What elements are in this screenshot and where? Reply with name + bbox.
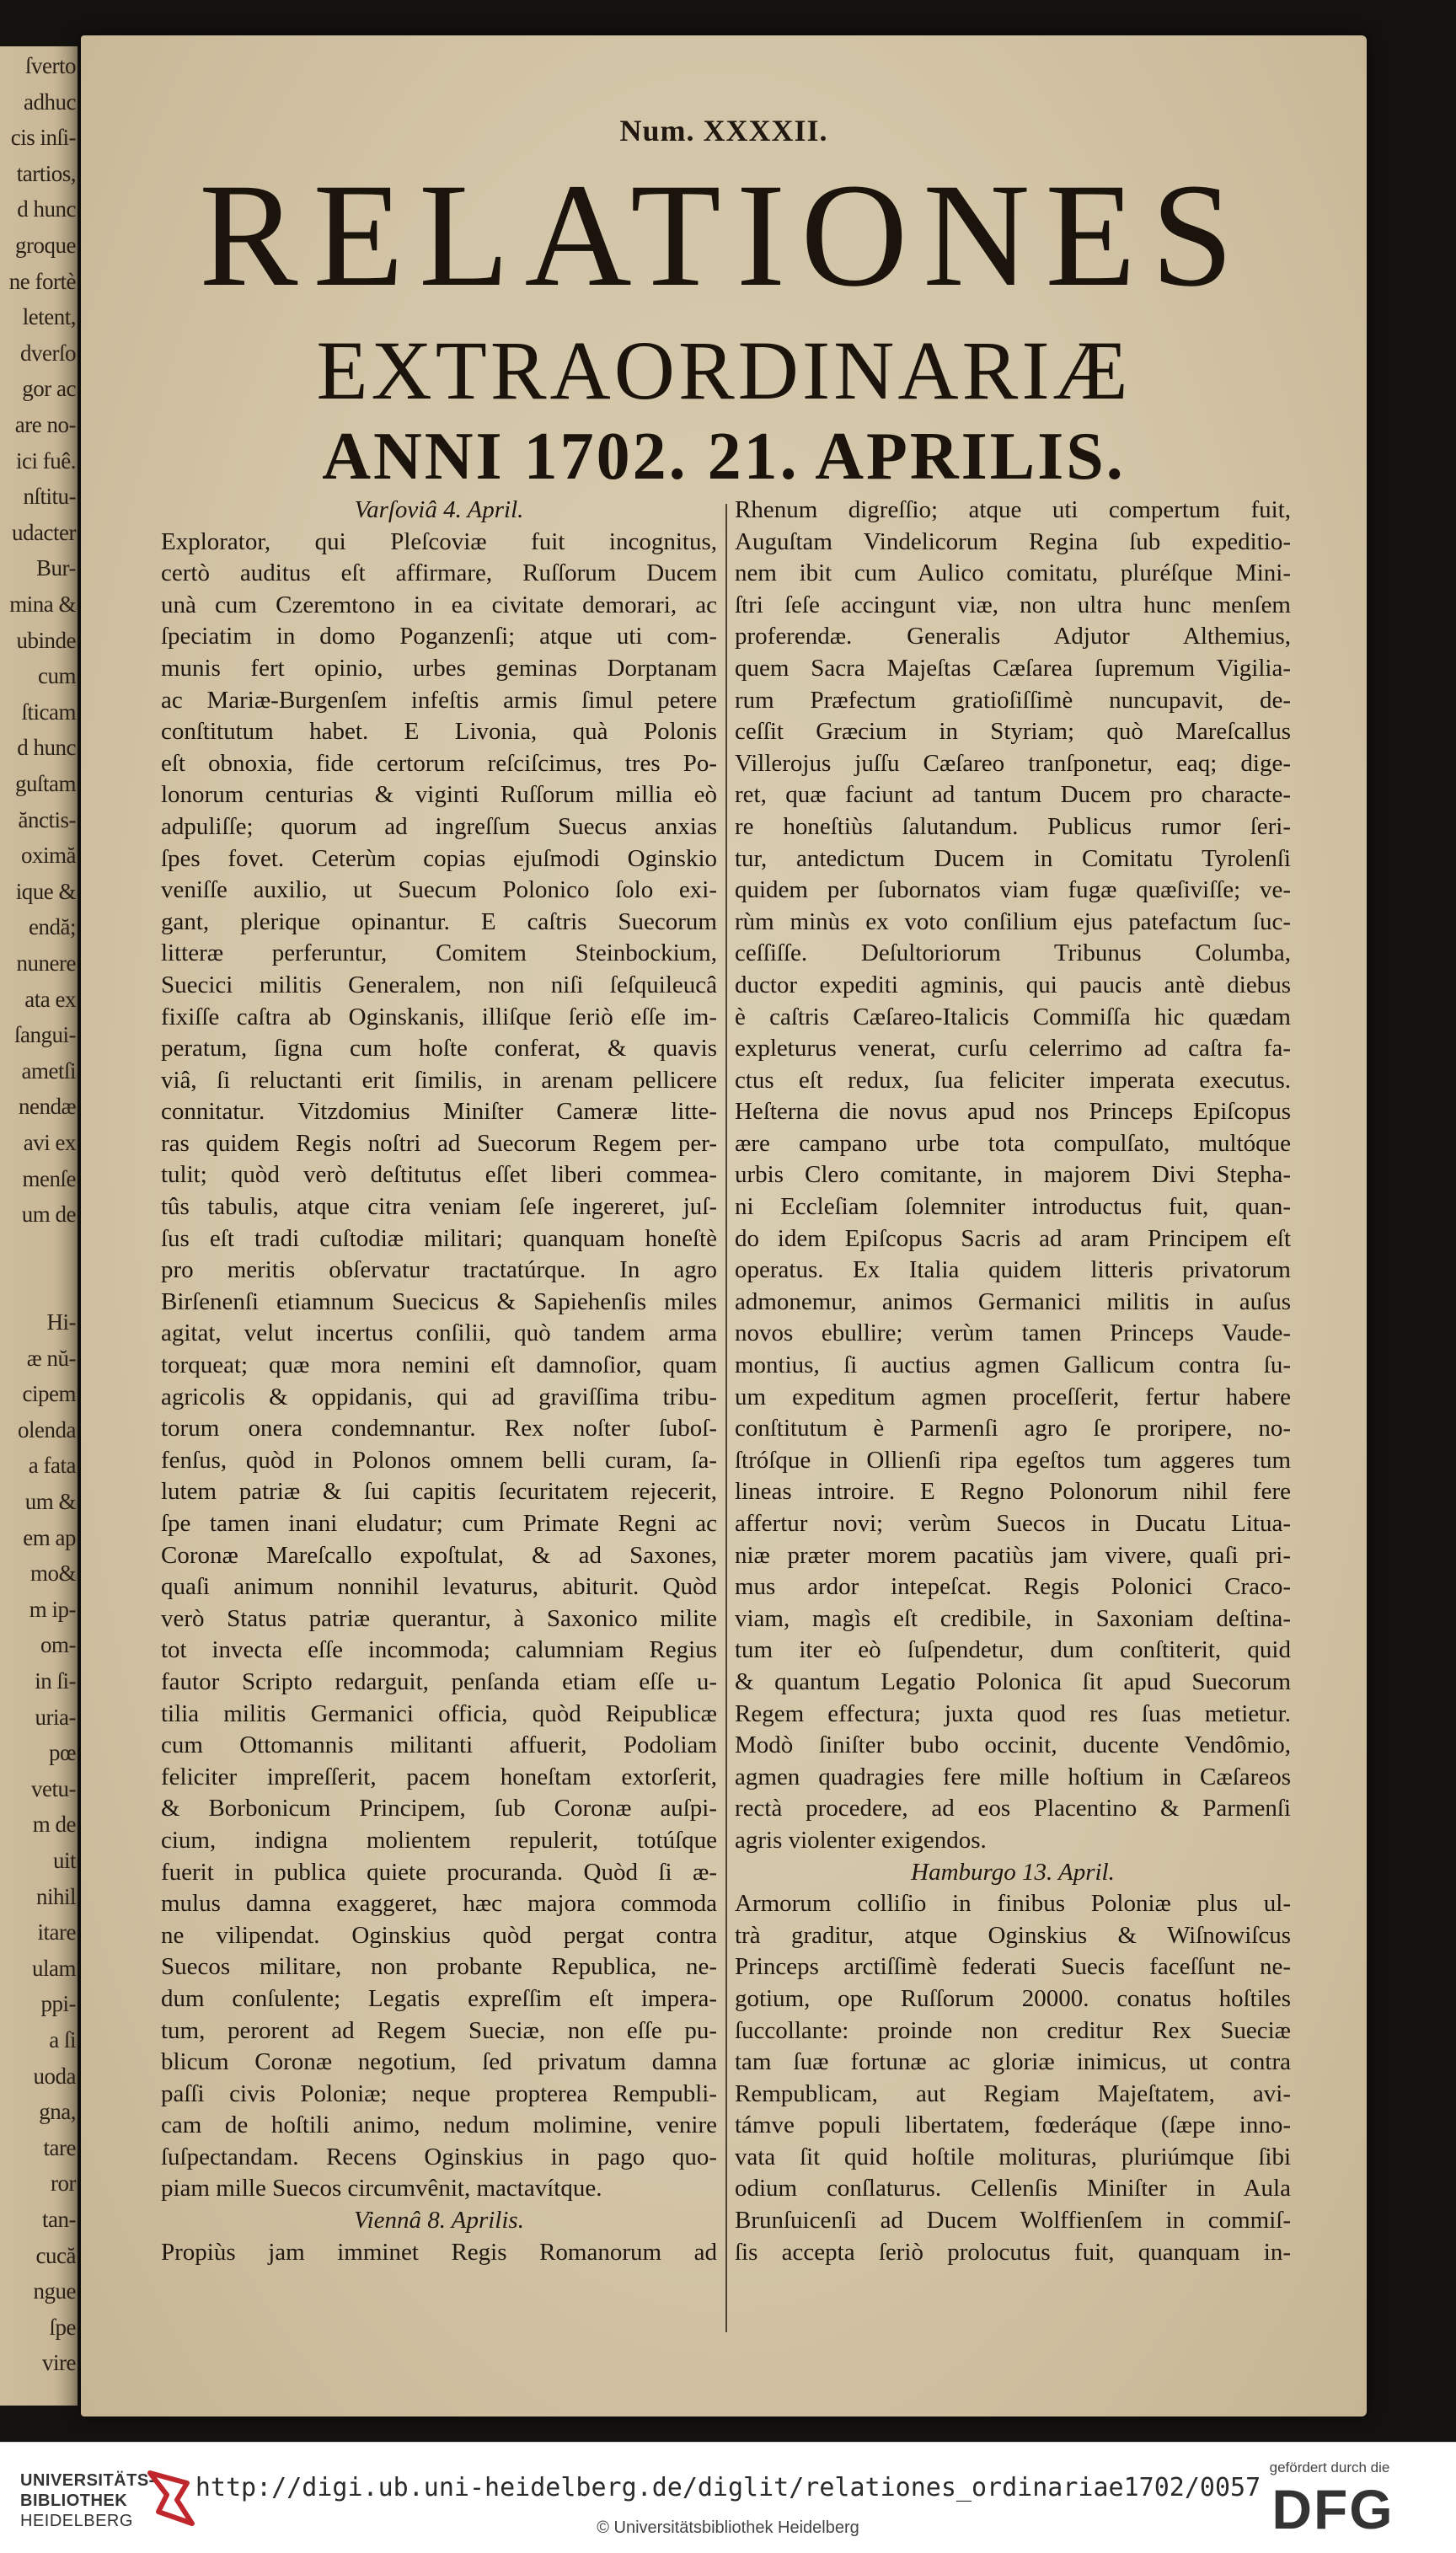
text-line: ductor expediti agminis, qui paucis antè diebus bbox=[735, 971, 1291, 998]
copyright-notice: © Universitätsbibliothek Heidelberg bbox=[597, 2518, 859, 2537]
text-line: ære campano urbe tota compulſato, multóque bbox=[735, 1129, 1291, 1157]
issue-number: Num. XXXXII. bbox=[619, 114, 828, 147]
text-line: agitat, velut incertus conſilii, quò tandem arma bbox=[161, 1319, 717, 1347]
text-line: Brunſuicenſi ad Ducem Wolffienſem in commiſ- bbox=[735, 2207, 1291, 2235]
text-line: expleturus venerat, curſu celerrimo ad caſtra fa- bbox=[735, 1035, 1291, 1062]
margin-fragment: cucă bbox=[35, 2242, 76, 2268]
margin-fragment: a ſi bbox=[49, 2027, 76, 2053]
text-line: è caſtris Cæſareo-Italicis Commiſſa hic quædam bbox=[735, 1003, 1291, 1030]
text-line: ret, quæ faciunt ad tantum Ducem pro characte- bbox=[735, 781, 1291, 809]
text-line: Coronæ Mareſcallo expoſtulat, & ad Saxones, bbox=[161, 1541, 717, 1569]
margin-fragment bbox=[2, 1273, 78, 1311]
previous-page-edge bbox=[0, 46, 78, 2406]
masthead-subtitle: EXTRAORDINARIÆ bbox=[316, 324, 1132, 417]
text-line: Villerojus juſſu Cæſareo tranſponetur, eaq; dige- bbox=[735, 749, 1291, 777]
text-line: Regem effectura; juxta quod res ſuas metietur. bbox=[735, 1699, 1291, 1727]
margin-fragment: a fata bbox=[28, 1453, 76, 1479]
text-line: urbis Clero comitante, in majorem Divi Stepha- bbox=[735, 1161, 1291, 1189]
margin-fragment: mo& bbox=[29, 1560, 76, 1587]
text-line: munis fert opinio, urbes geminas Dorptanam bbox=[161, 654, 717, 682]
text-line: tilia militis Germanici officia, quòd Reipublicæ bbox=[161, 1699, 717, 1727]
text-line: lineas introire. E Regno Polonorum nihil fere bbox=[735, 1478, 1291, 1506]
margin-fragment: olenda bbox=[18, 1416, 76, 1442]
text-line: tûs tabulis, atque citra veniam ſeſe ingereret, juſ- bbox=[161, 1193, 717, 1221]
margin-fragment: um de bbox=[21, 1202, 76, 1228]
margin-fragment: Hi- bbox=[46, 1309, 76, 1335]
text-line: Propiùs jam imminet Regis Romanorum ad bbox=[161, 2238, 717, 2266]
library-name-line1: UNIVERSITÄTS- bbox=[20, 2471, 155, 2490]
newspaper-page bbox=[81, 35, 1367, 2417]
margin-fragment: d hunc bbox=[17, 735, 76, 761]
text-line: ſuſpectandam. Recens Oginskius in pago quo- bbox=[161, 2143, 717, 2170]
text-line: Birſenenſi etiamnum Suecicus & Sapiehenſis miles bbox=[161, 1287, 717, 1315]
dfg-logo: DFG bbox=[1271, 2478, 1394, 2540]
margin-fragment: udacter bbox=[12, 519, 76, 545]
margin-fragment: cis inſi- bbox=[10, 125, 76, 151]
margin-fragment: ſpe bbox=[49, 2314, 76, 2340]
text-line: mus ardor intepeſcat. Regis Polonici Craco- bbox=[735, 1573, 1291, 1601]
text-line: connitatur. Vitzdomius Miniſter Cameræ litte- bbox=[161, 1098, 717, 1126]
margin-fragment: endă; bbox=[29, 914, 76, 940]
text-line: conſtitutum è Parmenſi agro ſe proripere, no- bbox=[735, 1415, 1291, 1442]
margin-fragment: ſangui- bbox=[14, 1022, 76, 1048]
margin-fragment: ngue bbox=[33, 2278, 76, 2304]
text-line: ſpe tamen inani eludatur; cum Primate Regni ac bbox=[161, 1510, 717, 1537]
margin-fragment: guſtam bbox=[15, 771, 76, 796]
margin-fragment: ubinde bbox=[16, 627, 76, 653]
margin-fragment: um & bbox=[24, 1489, 76, 1514]
text-line: dum conſulente; Legatis expreſſim eſt impera- bbox=[161, 1984, 717, 2012]
margin-fragment: ſverto bbox=[25, 53, 76, 78]
issue-date: ANNI 1702. 21. APRILIS. bbox=[322, 420, 1126, 494]
text-line: affertur novi; verùm Suecos in Ducatu Litua- bbox=[735, 1510, 1291, 1537]
margin-fragment: æ nŭ- bbox=[26, 1345, 76, 1371]
margin-fragment: cipem bbox=[22, 1381, 76, 1407]
text-line: gotium, ope Ruſſorum 20000. conatus hoſtiles bbox=[735, 1984, 1291, 2012]
text-line: niæ præter morem pacatiùs jam vivere, quaſi pri- bbox=[735, 1541, 1291, 1569]
margin-fragment: nſtitu- bbox=[23, 484, 76, 510]
margin-fragment: Bur- bbox=[36, 555, 76, 581]
text-line: Auguſtam Vindelicorum Regina ſub expeditio- bbox=[735, 527, 1291, 555]
margin-fragment: m ip- bbox=[29, 1596, 76, 1622]
text-line: proferendæ. Generalis Adjutor Althemius, bbox=[735, 623, 1291, 650]
text-line: torqueat; quæ mora nemini eſt damnoſior, quam bbox=[161, 1351, 717, 1379]
column-divider bbox=[725, 504, 727, 2332]
margin-fragment: d hunc bbox=[17, 196, 76, 222]
library-name-line2: BIBLIOTHEK bbox=[20, 2491, 128, 2510]
text-line: & quantum Legatio Polonica ſit apud Suecorum bbox=[735, 1667, 1291, 1695]
text-line: quidem per ſubornatos viam fugæ quæſiviſſe; ve- bbox=[735, 876, 1291, 904]
margin-fragment: vetu- bbox=[31, 1775, 76, 1801]
margin-fragment: ănctis- bbox=[18, 806, 76, 832]
margin-fragment: ppi- bbox=[40, 1991, 76, 2017]
text-line: Explorator, qui Pleſcoviæ fuit incognitus, bbox=[161, 527, 717, 555]
margin-fragment: m de bbox=[32, 1812, 76, 1838]
text-line: viâ, ſi reluctanti erit ſimilis, in arenam pellicere bbox=[161, 1066, 717, 1094]
margin-fragment: nendæ bbox=[19, 1094, 76, 1120]
margin-fragment: ne fortè bbox=[8, 268, 76, 294]
margin-fragment: em ap bbox=[23, 1524, 76, 1550]
text-line: ne vilipendat. Oginskius quòd pergat contra bbox=[161, 1921, 717, 1949]
margin-fragment: are no- bbox=[14, 412, 76, 437]
margin-fragment: tartios, bbox=[16, 160, 76, 186]
margin-fragment: dverſo bbox=[20, 340, 76, 366]
margin-fragment: in ſi- bbox=[35, 1668, 76, 1694]
text-line: Rempublicam, aut Regiam Majeſtatem, avi- bbox=[735, 2079, 1291, 2107]
text-line: & Borbonicum Principem, ſub Coronæ auſpi- bbox=[161, 1795, 717, 1822]
margin-fragment: gna, bbox=[39, 2099, 76, 2125]
text-line: Modò ſiniſter bubo occinit, ducente Vendômio, bbox=[735, 1731, 1291, 1759]
margin-fragment: uit bbox=[52, 1848, 76, 1873]
margin-fragment bbox=[2, 1238, 78, 1276]
text-line: odium conſlaturus. Cellenſis Miniſter in Aula bbox=[735, 2175, 1291, 2202]
text-line: ctus eſt redux, ſua feliciter imperata executus. bbox=[735, 1066, 1291, 1094]
text-line: tulit; quòd verò deſtitutus eſſet liberi commea- bbox=[161, 1161, 717, 1189]
margin-fragment: ata ex bbox=[24, 986, 76, 1012]
text-line: fuerit in publica quiete procuranda. Quòd ſi æ- bbox=[161, 1858, 717, 1886]
margin-fragment: ique & bbox=[15, 878, 76, 904]
viewer-footer bbox=[0, 2442, 1456, 2553]
text-line: ras quidem Regis noſtri ad Suecorum Regem per- bbox=[161, 1129, 717, 1157]
text-line: agmen quadragies fere mille hoſtium in Cæſareos bbox=[735, 1763, 1291, 1790]
margin-fragment: pœ bbox=[49, 1740, 76, 1766]
text-line: ſtri ſeſe accingunt viæ, non ultra hunc menſem bbox=[735, 591, 1291, 618]
text-line: rùm minùs ex voto conſilium ejus patefactum ſuc- bbox=[735, 907, 1291, 935]
masthead-title: RELATIONES bbox=[199, 153, 1249, 318]
text-line: Princeps arctiſſimè federati Suecis faceſſunt ne- bbox=[735, 1953, 1291, 1981]
text-line: Heſterna die novus apud nos Princeps Epiſcopus bbox=[735, 1098, 1291, 1126]
text-line: feliciter impreſſerit, pacem honeſtam extorſerit, bbox=[161, 1763, 717, 1790]
margin-fragment: tare bbox=[43, 2134, 76, 2160]
dateline-heading: Hamburgo 13. April. bbox=[911, 1858, 1115, 1886]
text-line: unà cum Czeremtono in ea civitate demorari, ac bbox=[161, 591, 717, 618]
text-line: ceſſit Græcium in Styriam; quò Mareſcallus bbox=[735, 718, 1291, 746]
permalink-url[interactable]: http://digi.ub.uni-heidelberg.de/diglit/relationes_ordinariae1702/0057 bbox=[195, 2473, 1261, 2502]
text-line: quem Sacra Majeſtas Cæſarea ſupremum Vigilia- bbox=[735, 654, 1291, 682]
text-line: do idem Epiſcopus Sacris ad aram Principem eſt bbox=[735, 1224, 1291, 1252]
text-line: quaſi animum nonnihil levaturus, abiturit. Quòd bbox=[161, 1573, 717, 1601]
text-line: nem ibit cum Aulico comitatu, pluréſque Mini- bbox=[735, 559, 1291, 587]
text-line: admonemur, animos Germanici militis in auſus bbox=[735, 1287, 1291, 1315]
text-line: pro meritis obſervatur tractatúrque. In agro bbox=[161, 1256, 717, 1284]
margin-fragment: ulam bbox=[32, 1955, 76, 1981]
text-line: novos ebullire; verùm tamen Princeps Vaude- bbox=[735, 1319, 1291, 1347]
margin-fragment: adhuc bbox=[24, 88, 76, 115]
text-line: gant, plerique opinantur. E caſtris Suecorum bbox=[161, 907, 717, 935]
text-line: adpuliſſe; quorum ad ingreſſum Suecus anxias bbox=[161, 812, 717, 840]
margin-fragment: nihil bbox=[35, 1883, 76, 1909]
margin-fragment: ametſi bbox=[21, 1057, 76, 1084]
margin-fragment: om- bbox=[40, 1632, 76, 1658]
text-line: um expeditum agmen proceſſerit, fertur habere bbox=[735, 1383, 1291, 1410]
text-line: fautor Scripto redarguit, penſanda etiam eſſe u- bbox=[161, 1667, 717, 1695]
text-line: fenſus, quòd in Polonos omnem belli curam, ſa- bbox=[161, 1446, 717, 1474]
text-line: rectà procedere, ad eos Placentino & Parmenſi bbox=[735, 1795, 1291, 1822]
text-line: ſtróſque in Ollienſi ripa egeſtos tum aggeres tum bbox=[735, 1446, 1291, 1474]
text-line: fixiſſe caſtra ab Oginskanis, illiſque ſeriò eſſe im- bbox=[161, 1003, 717, 1030]
text-line: ſus eſt tradi cuſtodiæ militari; quanquam honeſtè bbox=[161, 1224, 717, 1252]
text-line: veniſſe auxilio, ut Suecum Polonico ſolo exi- bbox=[161, 876, 717, 904]
margin-fragment: nunere bbox=[16, 950, 76, 976]
text-line: agricolis & oppidanis, qui ad graviſſima tribu- bbox=[161, 1383, 717, 1410]
text-line: paſſi civis Poloniæ; neque propterea Rempubli- bbox=[161, 2079, 717, 2107]
margin-fragment: tan- bbox=[42, 2207, 76, 2232]
text-line: re honeſtiùs ſalutandum. Publicus rumor ſeri- bbox=[735, 812, 1291, 840]
margin-fragment: itare bbox=[37, 1919, 76, 1946]
margin-fragment: cum bbox=[38, 663, 76, 689]
text-line: tam ſuæ fortunæ ac gloriæ inimicus, ut contra bbox=[735, 2048, 1291, 2076]
dateline-heading: Viennâ 8. Aprilis. bbox=[354, 2207, 524, 2235]
text-line: cam de hoſtili animo, nedum molimine, venire bbox=[161, 2111, 717, 2139]
text-line: tum, perorent ad Regem Sueciæ, non eſſe pu- bbox=[161, 2016, 717, 2044]
text-line: ſis accepta ſeriò prolocutus fuit, quanquam in- bbox=[735, 2238, 1291, 2266]
text-line: trà graditur, atque Oginskius & Wiſnowiſcus bbox=[735, 1921, 1291, 1949]
right-column bbox=[735, 495, 1291, 2357]
text-line: támve populi libertatem, fœderáque (ſæpe inno- bbox=[735, 2111, 1291, 2139]
text-line: ſuccollante: proinde non creditur Rex Sueciæ bbox=[735, 2016, 1291, 2044]
text-line: cium, indigna molientem repulerit, totúſque bbox=[161, 1826, 717, 1854]
margin-fragment: uoda bbox=[33, 2063, 76, 2089]
text-line: rum Præfectum gratioſiſſimè nuncupavit, de- bbox=[735, 686, 1291, 714]
text-line: ni Eccleſiam ſolemniter introductus fuit, quan- bbox=[735, 1193, 1291, 1221]
text-line: tur, antedictum Ducem in Comitatu Tyrolenſi bbox=[735, 844, 1291, 872]
text-line: ceſſiſſe. Deſultoriorum Tribunus Columba, bbox=[735, 939, 1291, 967]
text-line: certò auditus eſt affirmare, Ruſſorum Ducem bbox=[161, 559, 717, 587]
dateline-heading: Varſoviâ 4. April. bbox=[354, 496, 524, 523]
margin-fragment: oximă bbox=[21, 843, 76, 869]
margin-fragment: ſticam bbox=[21, 698, 76, 725]
margin-fragment: letent, bbox=[22, 304, 76, 330]
text-line: piam mille Suecos circumvênit, mactavítque. bbox=[161, 2175, 602, 2202]
text-line: peratum, ſigna cum hoſte conferat, & quavis bbox=[161, 1035, 717, 1062]
margin-fragment: uria- bbox=[35, 1704, 76, 1730]
margin-fragment: avi ex bbox=[23, 1130, 76, 1155]
text-line: operatus. Ex Italia quidem litteris privatorum bbox=[735, 1256, 1291, 1284]
text-line: ſpes fovet. Ceterùm copias ejuſmodi Oginskio bbox=[161, 844, 717, 872]
margin-fragment: menſe bbox=[22, 1165, 76, 1191]
text-line: ac Mariæ-Burgenſem infeſtis armis ſimul petere bbox=[161, 686, 717, 714]
margin-fragment: ror bbox=[51, 2170, 76, 2197]
margin-fragment: vire bbox=[42, 2350, 76, 2376]
library-name-line3: HEIDELBERG bbox=[20, 2512, 133, 2530]
text-line: litteræ perferuntur, Comitem Steinbockium, bbox=[161, 939, 717, 967]
text-line: cum Ottomannis militanti affuerit, Podoliam bbox=[161, 1731, 717, 1759]
left-column bbox=[161, 495, 717, 2357]
text-line: conſtitutum habet. E Livonia, quà Polonis bbox=[161, 718, 717, 746]
sponsor-caption: gefördert durch die bbox=[1269, 2459, 1390, 2475]
text-line: blicum Coronæ negotium, ſed privatum damna bbox=[161, 2048, 717, 2076]
text-line: verò Status patriæ querantur, à Saxonico milite bbox=[161, 1604, 717, 1632]
text-line: Armorum colliſio in finibus Poloniæ plus ul- bbox=[735, 1890, 1291, 1918]
margin-fragment: groque bbox=[15, 233, 76, 258]
text-line: Rhenum digreſſio; atque uti compertum fuit, bbox=[735, 496, 1291, 523]
text-line: vata ſit quid hoſtile molituras, pluriúmque ſibi bbox=[735, 2143, 1291, 2170]
text-line: viam, magìs eſt credibile, in Saxoniam deſtina- bbox=[735, 1604, 1291, 1632]
margin-fragment: ici fuê. bbox=[16, 447, 76, 474]
text-line: mulus damna exaggeret, hæc majora commoda bbox=[161, 1890, 717, 1918]
margin-fragment: gor ac bbox=[22, 376, 76, 402]
text-line: tot invecta eſſe incommoda; calumniam Regius bbox=[161, 1636, 717, 1664]
text-line: Suecos militare, non probante Republica, ne- bbox=[161, 1953, 717, 1981]
text-line: montius, ſi auctius agmen Gallicum contra ſu- bbox=[735, 1351, 1291, 1379]
text-line: ſpeciatim in domo Poganzenſi; atque uti com- bbox=[161, 623, 717, 650]
text-line: lutem patriæ & ſui capitis ſecuritatem rejecerit, bbox=[161, 1478, 717, 1506]
margin-fragment: mina & bbox=[9, 591, 76, 617]
text-line: Suecici militis Generalem, non niſi ſeſquileucâ bbox=[161, 971, 717, 998]
text-line: torum onera condemnantur. Rex noſter ſuboſ- bbox=[161, 1415, 717, 1442]
text-line: eſt obnoxia, fide certorum reſciſcimus, tres Po- bbox=[161, 749, 717, 777]
text-line: tum iter eò ſuſpendetur, dum conſtiterit, quid bbox=[735, 1636, 1291, 1664]
text-line: lonorum centurias & viginti Ruſſorum millia eò bbox=[161, 781, 717, 809]
text-line: agris violenter exigendos. bbox=[735, 1826, 987, 1854]
